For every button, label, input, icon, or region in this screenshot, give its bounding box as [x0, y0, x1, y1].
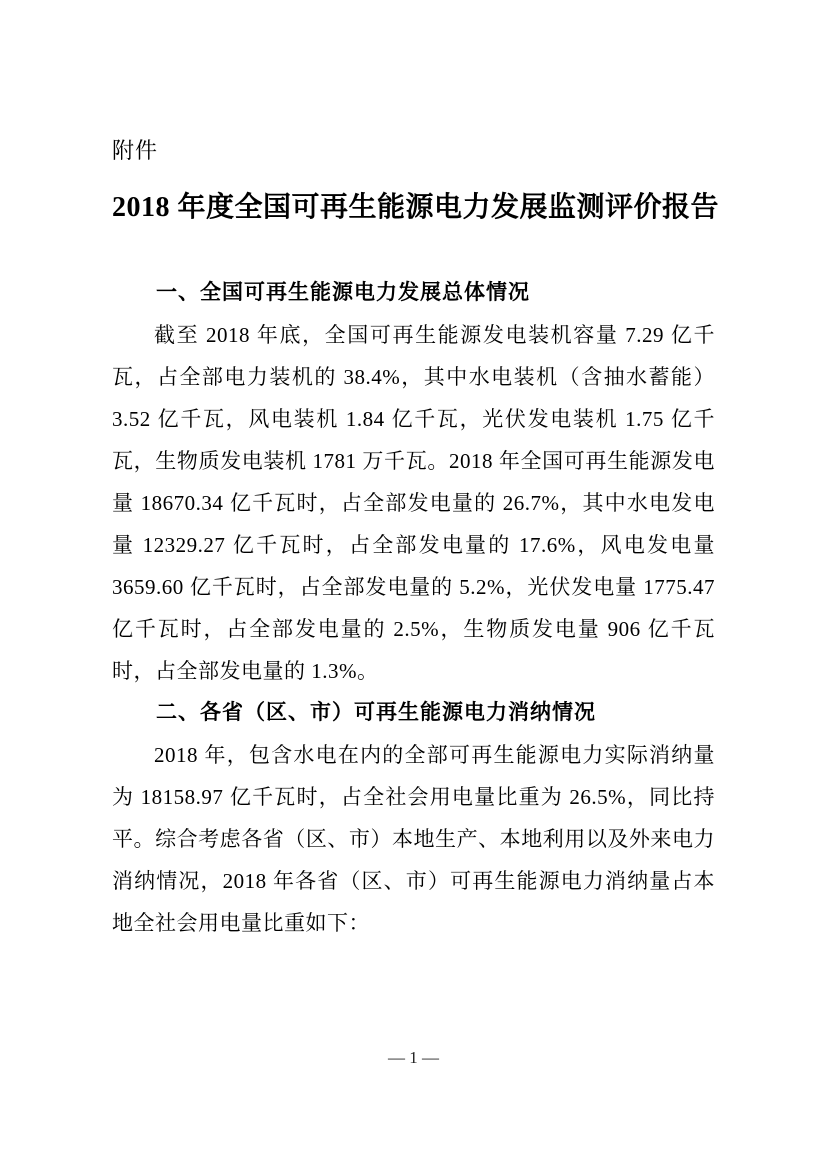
- attachment-label: 附件: [112, 138, 159, 163]
- section-1-heading: 一、全国可再生能源电力发展总体情况: [156, 281, 530, 304]
- section-2-heading: 二、各省（区、市）可再生能源电力消纳情况: [156, 701, 596, 724]
- document-title: 2018 年度全国可再生能源电力发展监测评价报告: [112, 192, 720, 223]
- section-2-paragraph: 2018 年，包含水电在内的全部可再生能源电力实际消纳量为 18158.97 亿千瓦时，占全社会用电量比重为 26.5%，同比持平。综合考虑各省（区、市）本地生产、本地利用以及外来电力消纳情况，2018 年各省（区、市）可再生能源电力消纳量占本地全社会用电量比重如下：: [112, 743, 715, 935]
- page-number: — 1 —: [388, 1048, 439, 1067]
- document-content: [112, 0, 720, 944]
- section-1-paragraph: 截至 2018 年底，全国可再生能源发电装机容量 7.29 亿千瓦，占全部电力装机的 38.4%，其中水电装机（含抽水蓄能）3.52 亿千瓦，风电装机 1.84 亿千瓦，光伏发电装机 1.75 亿千瓦，生物质发电装机 1781 万千瓦。2018 年全国可再生能源发电量 18670.34 亿千瓦时，占全部发电量的 26.7%，其中水电发电量 12329.27 亿千瓦时，占全部发电量的 17.6%，风电发电量 3659.60 亿千瓦时，占全部发电量的 5.2%，光伏发电量 1775.47 亿千瓦时，占全部发电量的 2.5%，生物质发电量 906 亿千瓦时，占全部发电量的 1.3%。: [112, 323, 715, 683]
